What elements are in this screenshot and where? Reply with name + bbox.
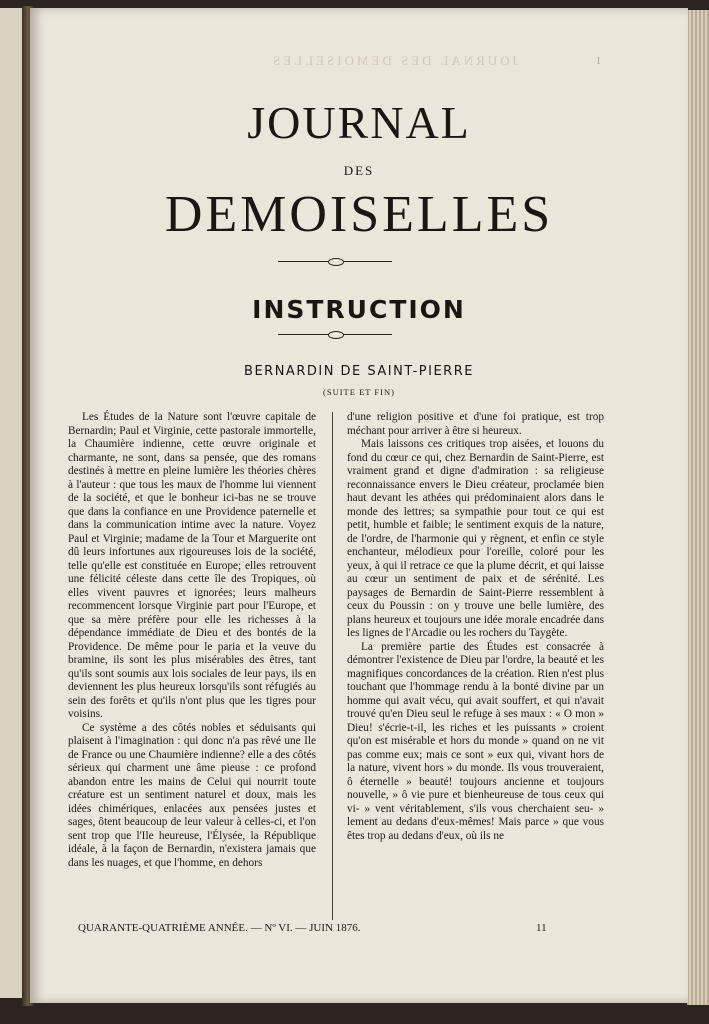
masthead-demoiselles: DEMOISELLES <box>164 186 554 243</box>
page-stack-edge <box>687 10 709 1005</box>
article-subtitle: (SUITE ET FIN) <box>323 387 395 397</box>
issue-line: QUARANTE-QUATRIÈME ANNÉE. — Nº VI. — JUIN 1876. <box>78 922 361 934</box>
paragraph: d'une religion positive et d'une foi pratique, est trop méchant pour arriver à être si heureux. <box>347 411 604 437</box>
paragraph: Ce système a des côtés nobles et séduisants qui plaisent à l'imagination : qui donc n'a pas rêvé une Ile de France ou une Chaumière indienne? elle a des côtés sérieux qui charment une âme pieuse : ce profond abandon entre les mains de Celui qui nourrit toute créature est un sentiment naturel et doux, mais les idées chimériques, enlacées aux pensées justes et sages, ôtent beaucoup de leur valeur à celles-ci, et l'on sent trop que l'Ile heureuse, l'Élysée, la République idéale, à la façon de Bernardin, n'existera jamais que dans les nuages, et que l'homme, en dehors <box>68 721 316 869</box>
article-author: BERNARDIN DE SAINT-PIERRE <box>244 364 474 379</box>
text-column-right <box>347 411 604 843</box>
ornament-divider-top <box>278 261 392 262</box>
paragraph: La première partie des Études est consacrée à démontrer l'existence de Dieu par l'ordre, la beauté et les magnifiques concordances de la création. Rien n'est plus touchant que l'hommage rendu à la bonté divine par un homme qui avait vécu, qui avait souffert, et qui n'avait trouvé qu'en Dieu seul le refuge à ses maux : « O mon » Dieu! s'écrie-t-il, les riches et les puissants » croient qu'on est misérable et hors du monde » quand on ne vit pas comme eux; mais ce sont » eux qui, vivant hors de la nature, vivent hors » du monde. Ils vous trouveraient, ô éternelle » beauté! toujours ancienne et toujours nouvelle, » ô vie pure et bienheureuse de tous ceux qui vi- » vent véritablement, s'ils vous cherchaient seu- » lement au dedans d'eux-mêmes! Mais parce » que vous êtes trop au dedans d'eux, où ils ne <box>347 640 604 842</box>
column-divider <box>332 412 333 920</box>
ornament-divider-bottom <box>278 334 392 335</box>
masthead-des: DES <box>343 163 375 178</box>
journal-page <box>30 8 688 1003</box>
paragraph: Mais laissons ces critiques trop aisées, et louons du fond du cœur ce qui, chez Bernardin de Saint-Pierre, est vraiment grand et digne d'admiration : sa religieuse reconnaissance envers le Dieu créateur, proclamée bien haut devant les athées qui prédominaient alors dans le monde des lettres; sa sympathie pour tout ce qui est petit, humble et faible; le sentiment exquis de la nature, de l'ordre, de l'harmonie qui y règnent, et enfin ce style enchanteur, mélodieux pour l'oreille, coloré pour les yeux, à qui il retrace ce que la plume décrit, et qui laisse au cœur un sentiment de paix et de sérénité. Les paysages de Bernardin de Saint-Pierre ressemblent à ceux du Poussin : on y trouve une belle lumière, des plans heureux et toujours une idée morale encadrée dans les lignes de l'Arcadie ou les rochers du Taygète. <box>347 438 604 639</box>
corner-mark: 1 <box>596 56 601 67</box>
section-title: INSTRUCTION <box>252 295 466 324</box>
page-number: 11 <box>536 922 547 934</box>
masthead-journal: JOURNAL <box>247 97 471 148</box>
bleed-through-text: JOURNAL DES DEMOISELLES <box>270 53 518 68</box>
text-column-left <box>68 411 316 870</box>
page-footer <box>78 922 608 934</box>
paragraph: Les Études de la Nature sont l'œuvre capitale de Bernardin; Paul et Virginie, cette pastorale immortelle, la Chaumière indienne, cette œuvre originale et charmante, ne sont, dans sa pensée, que des romans destinés à mettre en pleine lumière les théories chères à l'auteur : que tous les maux de l'homme lui viennent de la société, et que le bonheur ici-bas ne se trouve que dans la confiance en une Providence paternelle et dans la communication intime avec la nature. Voyez Paul et Virginie; madame de la Tour et Marguerite ont dû leurs infortunes aux rigoureuses lois de la société, telle qu'elle est constituée en Europe; elles retrouvent une félicité céleste dans cette île des Tropiques, où elles vivent pauvres et ignorées; leurs malheurs recommencent lorsque Virginie part pour l'Europe, et que sa mère préfère pour elle les richesses à la dépendance immédiate de Dieu et des bontés de la Providence. De même pour le paria et la veuve du bramine, ils sont les plus misérables des êtres, tant qu'ils sont soumis aux lois sociales de leur pays, ils en deviennent les plus heureux lorsqu'ils sont réfugiés au sein des forêts et qu'ils n'ont plus que les tigres pour voisins. <box>68 411 316 720</box>
